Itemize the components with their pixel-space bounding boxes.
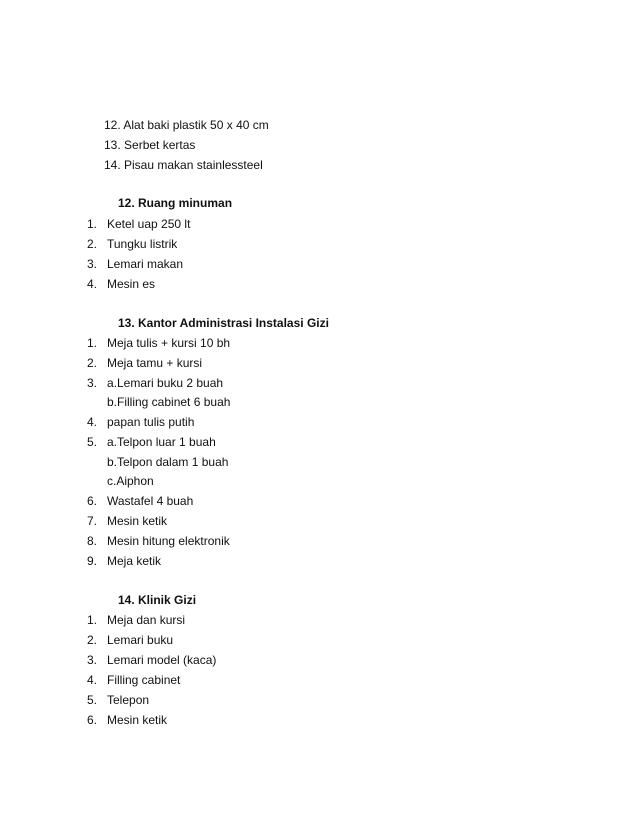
list-number: 2. <box>87 237 98 251</box>
list-text: Meja ketik <box>107 554 162 568</box>
list-number: 9. <box>87 554 98 568</box>
list-text: Lemari buku <box>107 633 174 647</box>
list-text: Lemari model (kaca) <box>107 653 217 667</box>
list-item <box>87 613 487 627</box>
section-heading: 13. Kantor Administrasi Instalasi Gizi <box>118 316 329 330</box>
list-text: Wastafel 4 buah <box>107 494 194 508</box>
list-item <box>87 455 487 469</box>
list-text: Mesin ketik <box>107 713 168 727</box>
list-number: 3. <box>87 653 98 667</box>
list-number: 6. <box>87 494 98 508</box>
list-text: Filling cabinet <box>107 673 181 687</box>
list-number: 6. <box>87 713 98 727</box>
list-text: c.Aiphon <box>107 474 154 488</box>
list-number: 5. <box>87 693 98 707</box>
section-heading: 14. Klinik Gizi <box>118 593 197 607</box>
list-text: a.Lemari buku 2 buah <box>107 376 224 390</box>
list-number: 5. <box>87 435 98 449</box>
list-text: b.Filling cabinet 6 buah <box>107 395 231 409</box>
list-item <box>87 336 487 350</box>
list-item <box>87 693 487 707</box>
list-number: 2. <box>87 356 98 370</box>
list-text: Mesin es <box>107 277 156 291</box>
list-number: 4. <box>87 673 98 687</box>
list-number: 2. <box>87 633 98 647</box>
list-item <box>87 494 487 508</box>
list-text: Meja tamu + kursi <box>107 356 203 370</box>
list-number: 8. <box>87 534 98 548</box>
list-item <box>87 653 487 667</box>
list-number: 4. <box>87 277 98 291</box>
list-item <box>87 257 487 271</box>
list-text: Meja dan kursi <box>107 613 186 627</box>
list-text: Mesin hitung elektronik <box>107 534 230 548</box>
list-item <box>87 435 487 449</box>
list-item <box>87 474 487 488</box>
list-item <box>87 395 487 409</box>
list-item <box>87 534 487 548</box>
list-item: 12. Alat baki plastik 50 x 40 cm <box>104 118 269 132</box>
list-item <box>87 673 487 687</box>
list-item <box>87 237 487 251</box>
list-item <box>87 376 487 390</box>
list-item <box>87 514 487 528</box>
list-item: 14. Pisau makan stainlessteel <box>104 158 263 172</box>
list-text: Meja tulis + kursi 10 bh <box>107 336 231 350</box>
list-number: 1. <box>87 613 98 627</box>
list-number: 1. <box>87 217 98 231</box>
list-text: Tungku listrik <box>107 237 178 251</box>
list-item <box>87 277 487 291</box>
list-item <box>87 554 487 568</box>
list-text: a.Telpon luar 1 buah <box>107 435 216 449</box>
list-number: 4. <box>87 415 98 429</box>
list-number: 1. <box>87 336 98 350</box>
list-item <box>87 633 487 647</box>
list-number: 3. <box>87 376 98 390</box>
list-text: Ketel uap 250 lt <box>107 217 191 231</box>
list-text: Lemari makan <box>107 257 184 271</box>
list-item: 13. Serbet kertas <box>104 138 196 152</box>
list-item <box>87 217 487 231</box>
list-item <box>87 415 487 429</box>
list-item <box>87 356 487 370</box>
list-number: 7. <box>87 514 98 528</box>
list-text: Mesin ketik <box>107 514 168 528</box>
section-heading: 12. Ruang minuman <box>118 196 233 210</box>
list-text: b.Telpon dalam 1 buah <box>107 455 229 469</box>
list-item <box>87 713 487 727</box>
list-text: Telepon <box>107 693 150 707</box>
list-text: papan tulis putih <box>107 415 195 429</box>
list-number: 3. <box>87 257 98 271</box>
